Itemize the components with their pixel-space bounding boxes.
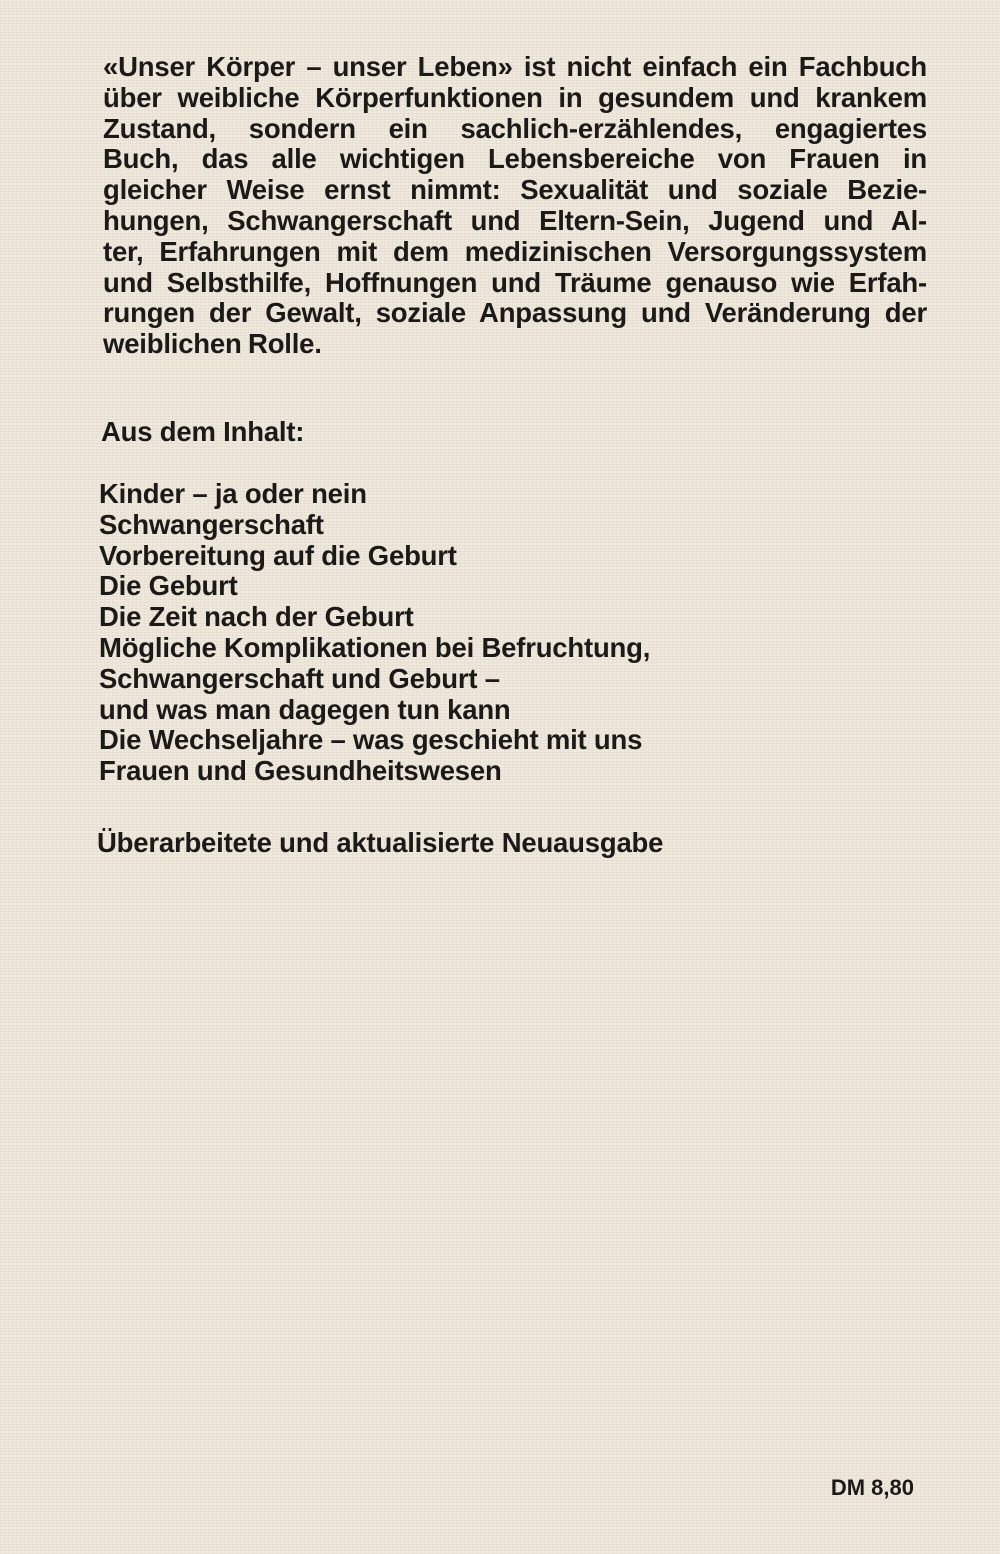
blurb-line: Buch, das alle wichtigen Lebensbereiche von Frauen in bbox=[103, 143, 927, 175]
blurb-line: über weibliche Körperfunktionen in gesundem und krankem bbox=[103, 81, 927, 113]
contents-item: Schwangerschaft und Geburt – bbox=[99, 662, 500, 694]
contents-item: Schwangerschaft bbox=[99, 508, 324, 540]
contents-item: Die Wechseljahre – was geschieht mit uns bbox=[99, 724, 643, 756]
blurb-paragraph bbox=[103, 52, 927, 360]
blurb-line: hungen, Schwangerschaft und Eltern-Sein, Jugend und Al- bbox=[103, 204, 927, 236]
blurb-line: und Selbsthilfe, Hoffnungen und Träume genauso wie Erfah- bbox=[103, 266, 927, 298]
contents-item: Die Geburt bbox=[99, 570, 238, 602]
contents-item: Kinder – ja oder nein bbox=[99, 478, 367, 509]
blurb-line: ter, Erfahrungen mit dem medizinischen Versorgungssystem bbox=[103, 235, 927, 267]
blurb-line: rungen der Gewalt, soziale Anpassung und Veränderung der bbox=[103, 297, 927, 329]
blurb-line: weiblichen Rolle. bbox=[103, 328, 322, 360]
blurb-line: Zustand, sondern ein sachlich-erzählendes, engagiertes bbox=[103, 112, 927, 144]
contents-item: Vorbereitung auf die Geburt bbox=[99, 539, 457, 571]
blurb-line: «Unser Körper – unser Leben» ist nicht einfach ein Fachbuch bbox=[103, 51, 927, 82]
contents-item: Frauen und Gesundheitswesen bbox=[99, 755, 502, 787]
contents-heading: Aus dem Inhalt: bbox=[101, 416, 305, 447]
contents-item: und was man dagegen tun kann bbox=[99, 693, 511, 725]
contents-item: Mögliche Komplikationen bei Befruchtung, bbox=[99, 631, 651, 663]
contents-list bbox=[99, 479, 650, 787]
edition-note: Überarbeitete und aktualisierte Neuausgabe bbox=[97, 827, 664, 858]
contents-item: Die Zeit nach der Geburt bbox=[99, 601, 414, 633]
blurb-line: gleicher Weise ernst nimmt: Sexualität und soziale Bezie- bbox=[103, 174, 927, 206]
price-label: DM 8,80 bbox=[830, 1475, 914, 1500]
